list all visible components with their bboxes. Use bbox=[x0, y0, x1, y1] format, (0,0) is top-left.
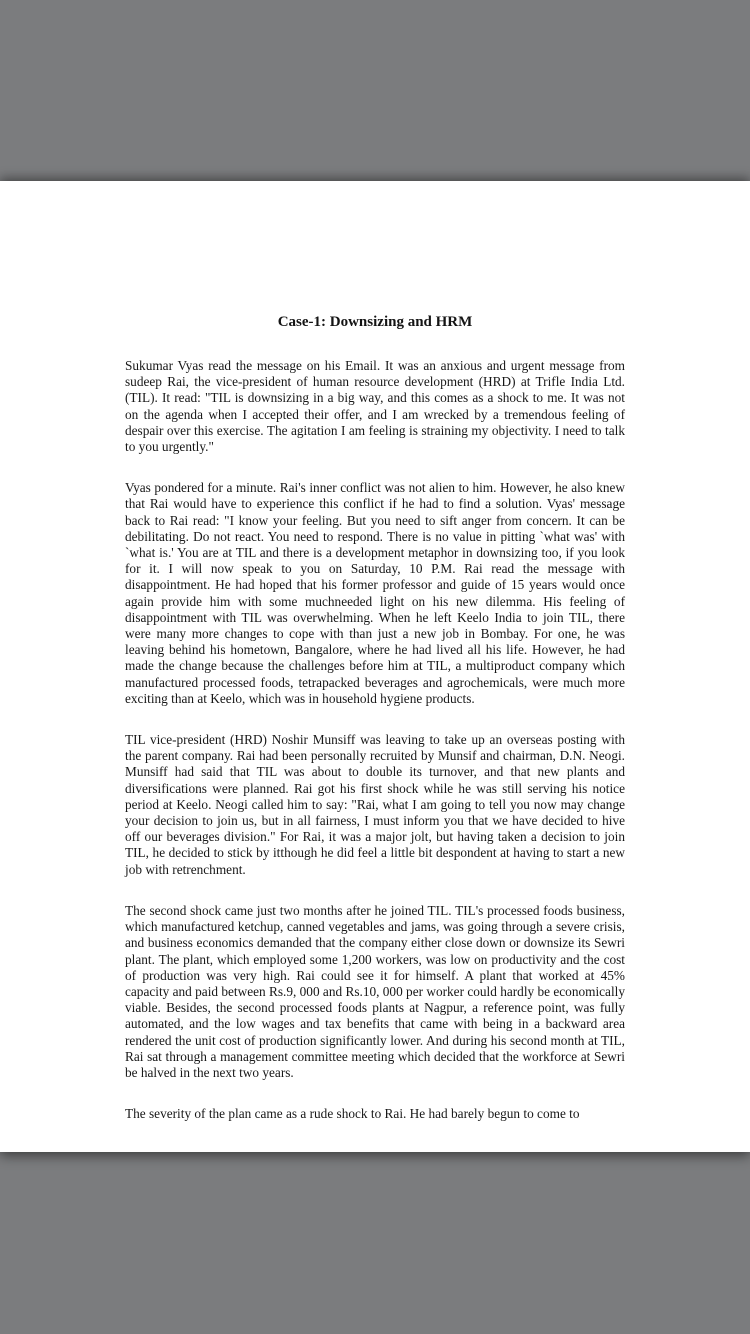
paragraph-5: The severity of the plan came as a rude shock to Rai. He had barely begun to come to bbox=[125, 1106, 580, 1122]
document-title: Case-1: Downsizing and HRM bbox=[277, 314, 473, 330]
document-page[interactable] bbox=[0, 181, 750, 1152]
page-content bbox=[0, 181, 750, 1122]
paragraph-2: Vyas pondered for a minute. Rai's inner conflict was not alien to him. However, he also knew that Rai would have to experience this conflict if he had to find a solution. Vyas' message back to Rai read: "I know your feeling. But you need to sift anger from concern. It can be debilitating. Do not react. You need to respond. There is no value in pitting `what was' with `what is.' You are at TIL and there is a development metaphor in downsizing too, if you look for it. I will now speak to you on Saturday, 10 P.M. Rai read the message with disappointment. He had hoped that his former professor and guide of 15 years would once again provide him with some muchneeded light on his new dilemma. His feeling of disappointment with TIL was overwhelming. When he left Keelo India to join TIL, there were many more changes to cope with than just a new job in Bombay. For one, he was leaving behind his hometown, Bangalore, where he had lived all his life. However, he had made the change because the challenges before him at TIL, a multiproduct company which manufactured processed foods, tetrapacked beverages and agrochemicals, were much more exciting than at Keelo, which was in household hygiene products. bbox=[125, 480, 625, 706]
paragraph-1: Sukumar Vyas read the message on his Email. It was an anxious and urgent message from sudeep Rai, the vice-president of human resource development (HRD) at Trifle India Ltd. (TIL). It read: "TIL is downsizing in a big way, and this comes as a shock to me. It was not on the agenda when I accepted their offer, and I am wrecked by a tremendous feeling of despair over this exercise. The agitation I am feeling is straining my objectivity. I need to talk to you urgently." bbox=[125, 358, 625, 455]
paragraph-4: The second shock came just two months after he joined TIL. TIL's processed foods business, which manufactured ketchup, canned vegetables and jams, was going through a severe crisis, and business economics demanded that the company either close down or downsize its Sewri plant. The plant, which employed some 1,200 workers, was low on productivity and the cost of production was very high. Rai could see it for himself. A plant that worked at 45% capacity and paid between Rs.9, 000 and Rs.10, 000 per worker could hardly be economically viable. Besides, the second processed foods plants at Nagpur, a reference point, was fully automated, and the low wages and tax benefits that came with being in a backward area rendered the unit cost of production significantly lower. And during his second month at TIL, Rai sat through a management committee meeting which decided that the workforce at Sewri be halved in the next two years. bbox=[125, 902, 625, 1080]
paragraph-3: TIL vice-president (HRD) Noshir Munsiff was leaving to take up an overseas posting with the parent company. Rai had been personally recruited by Munsif and chairman, D.N. Neogi. Munsiff had said that TIL was about to double its turnover, and that new plants and diversifications were planned. Rai got his first shock while he was still serving his notice period at Keelo. Neogi called him to say: "Rai, what I am going to tell you now may change your decision to join us, but in all fairness, I must inform you that we have decided to hive off our beverages division." For Rai, it was a major jolt, but having taken a decision to join TIL, he decided to stick by itthough he did feel a little bit despondent at having to start a new job with retrenchment. bbox=[125, 732, 625, 877]
